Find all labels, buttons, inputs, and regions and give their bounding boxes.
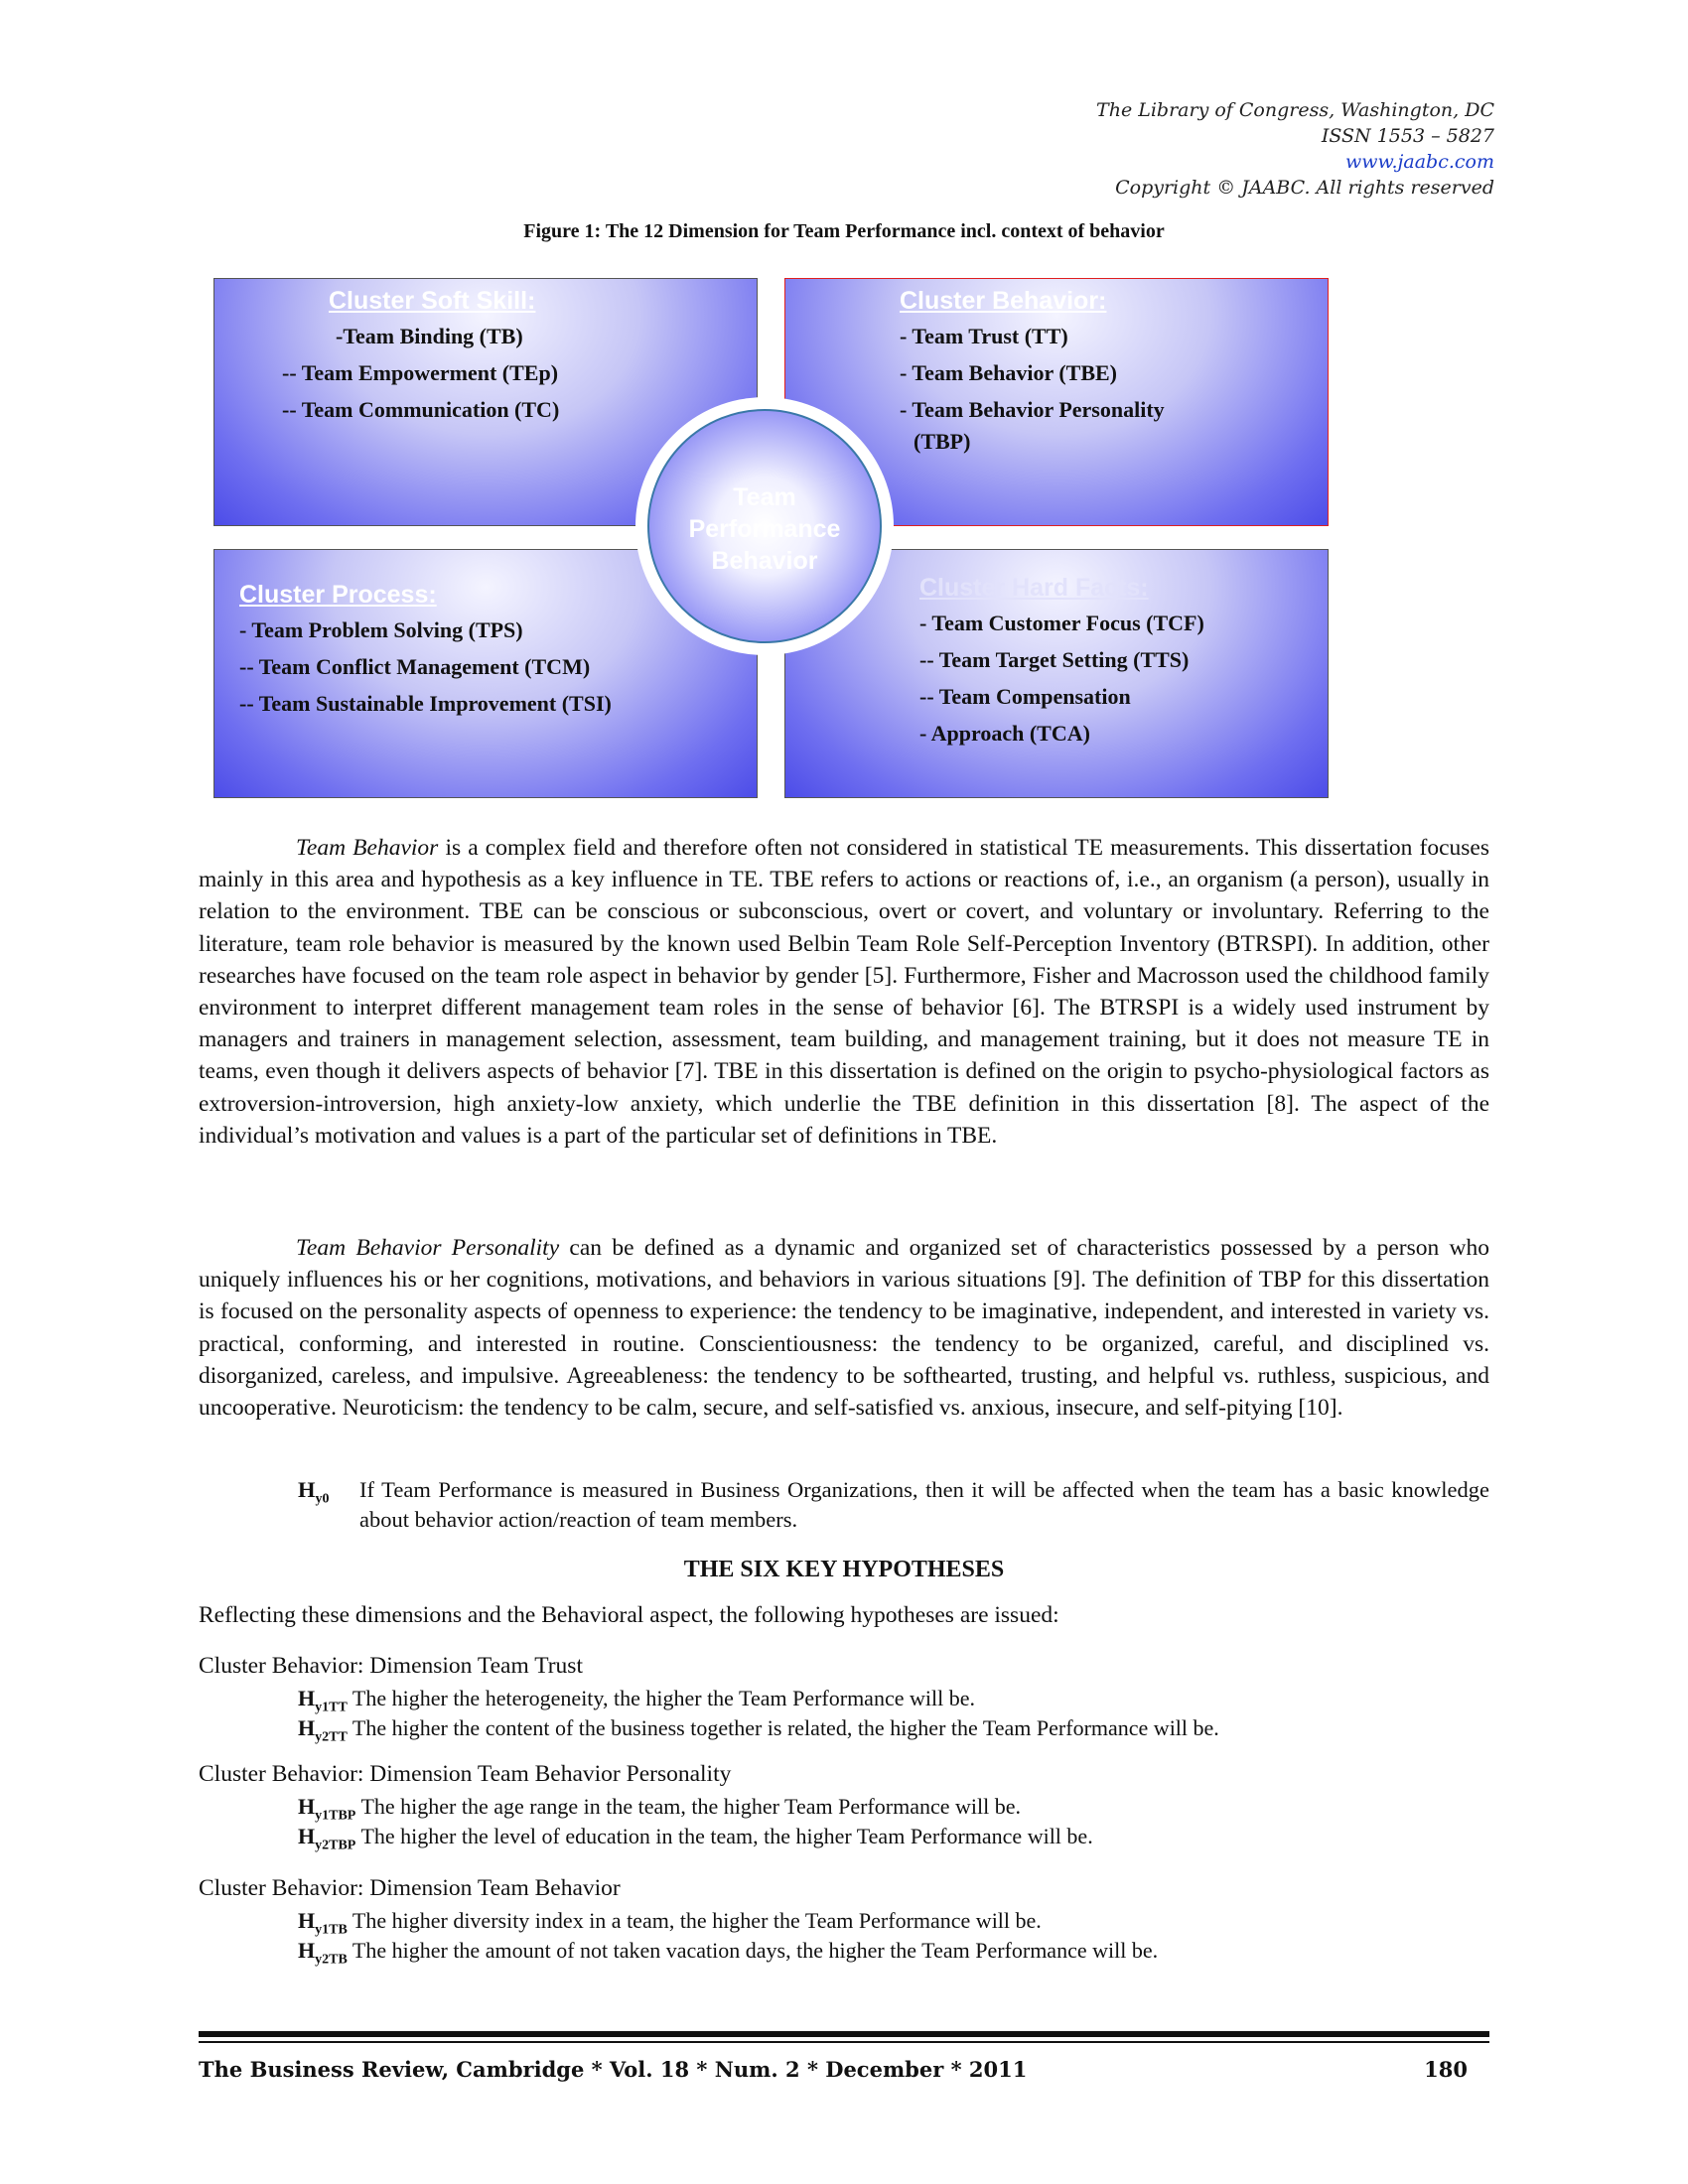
- intro-text: Reflecting these dimensions and the Behavioral aspect, the following hypotheses are issued:: [199, 1602, 1059, 1628]
- group-heading: Cluster Behavior: Dimension Team Behavior: [199, 1875, 621, 1901]
- process-item: - Team Problem Solving (TPS): [239, 617, 523, 642]
- soft-skill-title: Cluster Soft Skill:: [329, 287, 536, 315]
- hypothesis-line: $H_{y2TB}$ The higher the amount of not taken vacation days, the higher the Team Performance will be.: [298, 1938, 1159, 1968]
- hard-facts-item: -- Team Target Setting (TTS): [919, 647, 1190, 672]
- hypothesis-label: $H_{y0}$: [298, 1477, 330, 1507]
- footer-rule-thin: [199, 2041, 1489, 2043]
- soft-skill-item: -- Team Communication (TC): [282, 397, 560, 422]
- header-copyright: Copyright © JAABC. All rights reserved: [1115, 177, 1494, 199]
- hypothesis-line: $H_{y1TBP}$ The higher the age range in the team, the higher Team Performance will be.: [298, 1794, 1021, 1824]
- center-line-3: Behavior: [711, 547, 818, 575]
- hypothesis-line: $H_{y1TT}$ The higher the heterogeneity, the higher the Team Performance will be.: [298, 1686, 975, 1715]
- hard-facts-item: - Team Customer Focus (TCF): [919, 611, 1204, 635]
- figure-diagram: [0, 0, 1688, 814]
- behavior-item: - Team Trust (TT): [900, 324, 1068, 348]
- header-library: The Library of Congress, Washington, DC: [1096, 99, 1494, 121]
- footer-journal: The Business Review, Cambridge * Vol. 18 * Num. 2 * December * 2011: [199, 2057, 1028, 2082]
- process-item: -- Team Sustainable Improvement (TSI): [239, 691, 612, 716]
- footer-rule-thick: [199, 2031, 1489, 2037]
- paragraph-term: Team Behavior: [296, 835, 439, 861]
- hypothesis-text: If Team Performance is measured in Business Organizations, then it will be affected when the team has a basic knowledge about behavior action/reaction of team members.: [359, 1477, 1489, 1532]
- center-line-2: Performance: [688, 515, 841, 543]
- soft-skill-item: -- Team Empowerment (TEp): [282, 360, 559, 385]
- header-issn: ISSN 1553 – 5827: [1321, 125, 1494, 147]
- paragraph-team-behavior-personality: [199, 1232, 1489, 1424]
- paragraph-term: Team Behavior Personality: [296, 1235, 560, 1261]
- page-footer: [199, 2057, 1489, 2082]
- hypothesis-line: $H_{y1TB}$ The higher diversity index in a team, the higher the Team Performance will be.: [298, 1908, 1042, 1938]
- behavior-item: - Team Behavior Personality: [900, 397, 1165, 422]
- hypothesis-line: $H_{y2TBP}$ The higher the level of education in the team, the higher Team Performance will be.: [298, 1824, 1093, 1853]
- center-label: [647, 481, 882, 577]
- hard-facts-title: Cluster Hard Facts:: [919, 574, 1149, 602]
- center-line-1: Team: [733, 483, 796, 511]
- page-number: 180: [1424, 2057, 1468, 2082]
- figure-caption: Figure 1: The 12 Dimension for Team Performance incl. context of behavior: [523, 220, 1165, 242]
- group-heading: Cluster Behavior: Dimension Team Behavior Personality: [199, 1761, 732, 1787]
- behavior-item: (TBP): [914, 429, 971, 454]
- paragraph-team-behavior: [199, 832, 1489, 1152]
- process-item: -- Team Conflict Management (TCM): [239, 654, 591, 679]
- behavior-title: Cluster Behavior:: [900, 287, 1107, 315]
- hypothesis-line: $H_{y2TT}$ The higher the content of the business together is related, the higher the Team Performance will be.: [298, 1715, 1219, 1745]
- header-url-link[interactable]: www.jaabc.com: [1344, 151, 1494, 173]
- group-heading: Cluster Behavior: Dimension Team Trust: [199, 1653, 583, 1679]
- paragraph-body: is a complex field and therefore often not considered in statistical TE measurements. This dissertation focuses mainly in this area and hypothesis as a key influence in TE. TBE refers to actions or reactions of, i.e., an organism (a person), usually in relation to the environment. TBE can be conscious or subconscious, overt or covert, and voluntary or involuntary. Referring to the literature, team role behavior is measured by the known used Belbin Team Role Self-Perception Inventory (BTRSPI). In addition, other researches have focused on the team role aspect in behavior by gender [5]. Furthermore, Fisher and Macrosson used the childhood family environment to interpret different management team roles in the sense of behavior [6]. The BTRSPI is a widely used instrument by managers and trainers in management selection, assessment, team building, and management training, but it does not measure TE in teams, even though it delivers aspects of behavior [7]. TBE in this dissertation is defined on the origin to psycho-physiological factors as extroversion-introversion, high anxiety-low anxiety, which underlie the TBE definition in this dissertation [8]. The aspect of the individual’s motivation and values is a part of the particular set of definitions in TBE.: [199, 835, 1489, 1149]
- hard-facts-item: - Approach (TCA): [919, 721, 1090, 746]
- paragraph-body: can be defined as a dynamic and organized set of characteristics possessed by a person who uniquely influences his or her cognitions, motivations, and behaviors in various situations [9]. The definition of TBP for this dissertation is focused on the personality aspects of openness to experience: the tendency to be imaginative, independent, and interested in variety vs. practical, conforming, and interested in routine. Conscientiousness: the tendency to be organized, careful, and disciplined vs. disorganized, careless, and impulsive. Agreeableness: the tendency to be softhearted, trusting, and helpful vs. ruthless, suspicious, and uncooperative. Neuroticism: the tendency to be calm, secure, and self-satisfied vs. anxious, insecure, and self-pitying [10].: [199, 1235, 1489, 1422]
- soft-skill-item: -Team Binding (TB): [336, 324, 523, 348]
- process-title: Cluster Process:: [239, 581, 437, 609]
- hard-facts-item: -- Team Compensation: [919, 684, 1131, 709]
- section-title: THE SIX KEY HYPOTHESES: [683, 1557, 1005, 1582]
- behavior-item: - Team Behavior (TBE): [900, 360, 1118, 385]
